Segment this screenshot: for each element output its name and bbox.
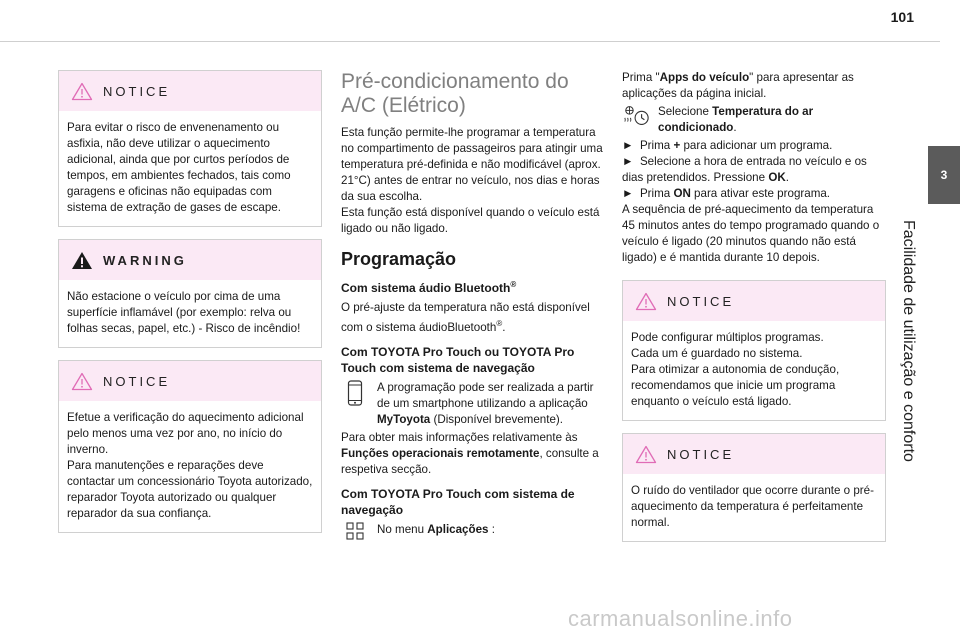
chapter-tab[interactable]: 3 xyxy=(928,146,960,204)
bullet-select-time: ► Selecione a hora de entrada no veículo e os dias pretendidos. Pressione OK. xyxy=(622,155,867,184)
notice-box-2-text-2: Para manutenções e reparações deve contactar um concessionário Toyota autorizado, reparador Toyota autorizado ou qualquer reparador da sua confiança. xyxy=(67,459,313,520)
page-number: 101 xyxy=(890,9,914,25)
warning-box-header xyxy=(59,240,321,280)
column-right xyxy=(622,70,886,554)
bluetooth-heading: Com sistema áudio Bluetooth® xyxy=(341,280,517,295)
warning-box-title: WARNING xyxy=(103,252,187,268)
warning-triangle-icon xyxy=(71,372,93,391)
bullet-add-program: ► Prima + para adicionar um programa. xyxy=(622,139,833,152)
notice-box-3-line-2: Cada um é guardado no sistema. xyxy=(631,347,803,360)
notice-box-4-header xyxy=(623,434,885,474)
temperature-text: Selecione Temperatura do ar condicionado. xyxy=(658,105,814,134)
smartphone-text: A programação pode ser realizada a partir de um smartphone utilizando a aplicação MyToyota (Disponível brevemente). xyxy=(377,380,594,426)
intro-paragraph-1: Esta função permite-lhe programar a temperatura no compartimento de passageiros para atingir uma temperatura pré-definida e não modificável (aprox. 21°C) antes de entrar no veículo, nos dias e horas da sua escolha. xyxy=(341,126,603,203)
notice-box-4-text: O ruído do ventilador que ocorre durante o pré-aquecimento da temperatura é perfeitamente normal. xyxy=(631,484,874,529)
step-apps-text: Prima "Apps do veículo" para apresentar as aplicações da página inicial. xyxy=(622,71,854,100)
notice-box-1-text: Para evitar o risco de envenenamento ou asfixia, não deve utilizar o aquecimento adicional, ainda que por curtos períodos de tempos, em ambientes fechados, tais como garagens e oficinas não equipadas com sistema de extração de gases de escape. xyxy=(67,121,291,214)
bullet-activate: ► Prima ON para ativar este programa. xyxy=(622,187,831,200)
notice-box-1-title: NOTICE xyxy=(103,83,171,99)
applications-menu-text: No menu Aplicações : xyxy=(377,522,495,536)
notice-box-2 xyxy=(58,360,322,533)
warning-box xyxy=(58,239,322,348)
temperature-paragraph xyxy=(622,104,886,136)
chapter-title-text: Facilidade de utilização e conforto xyxy=(900,220,917,462)
warning-triangle-icon xyxy=(635,445,657,464)
applications-menu-paragraph xyxy=(341,522,606,540)
notice-box-4-title: NOTICE xyxy=(667,446,735,462)
subsection-title: Programação xyxy=(341,249,457,269)
sequence-text: A sequência de pré-aquecimento da temperatura 45 minutos antes do tempo programado quando o veículo é ligado (20 minutos quando não está ligado) e é mantida durante 10 depois. xyxy=(622,203,880,264)
notice-box-4 xyxy=(622,433,886,542)
notice-box-1-header xyxy=(59,71,321,111)
smartphone-icon xyxy=(347,380,363,406)
remote-functions-text: Para obter mais informações relativamente às Funções operacionais remotamente, consulte a respetiva secção. xyxy=(341,430,599,476)
notice-box-1 xyxy=(58,70,322,227)
warning-box-text: Não estacione o veículo por cima de uma superfície inflamável (por exemplo: relva ou folhas secas, papel, etc.) - Risco de incêndio! xyxy=(67,290,301,335)
column-left xyxy=(58,70,322,545)
navigation-heading: Com TOYOTA Pro Touch com sistema de navegação xyxy=(341,486,575,517)
applications-grid-icon xyxy=(346,522,364,540)
notice-box-3-line-1: Pode configurar múltiplos programas. xyxy=(631,331,824,344)
warning-filled-triangle-icon xyxy=(71,251,93,270)
notice-box-2-header xyxy=(59,361,321,401)
notice-box-2-text-1: Efetue a verificação do aquecimento adicional pelo menos uma vez por ano, no início do inverno. xyxy=(67,411,304,456)
warning-triangle-icon xyxy=(635,292,657,311)
pro-touch-heading: Com TOYOTA Pro Touch ou TOYOTA Pro Touch com sistema de navegação xyxy=(341,344,575,375)
smartphone-paragraph xyxy=(341,380,606,428)
notice-box-3 xyxy=(622,280,886,421)
air-conditioning-timer-icon xyxy=(622,104,650,128)
intro-paragraph-2: Esta função está disponível quando o veículo está ligado ou não ligado. xyxy=(341,206,600,235)
notice-box-2-title: NOTICE xyxy=(103,373,171,389)
top-divider xyxy=(0,41,940,42)
notice-box-3-header xyxy=(623,281,885,321)
bluetooth-text: O pré-ajuste da temperatura não está disponível com o sistema áudioBluetooth®. xyxy=(341,301,590,334)
notice-box-3-line-3: Para otimizar a autonomia de condução, recomendamos que inicie um programa enquanto o veículo está ligado. xyxy=(631,363,840,408)
chapter-title xyxy=(888,220,928,460)
notice-box-3-title: NOTICE xyxy=(667,293,735,309)
watermark: carmanualsonline.info xyxy=(568,606,793,631)
section-title: Pré-condicionamento do A/C (Elétrico) xyxy=(341,70,569,117)
column-middle xyxy=(341,70,606,542)
warning-triangle-icon xyxy=(71,82,93,101)
